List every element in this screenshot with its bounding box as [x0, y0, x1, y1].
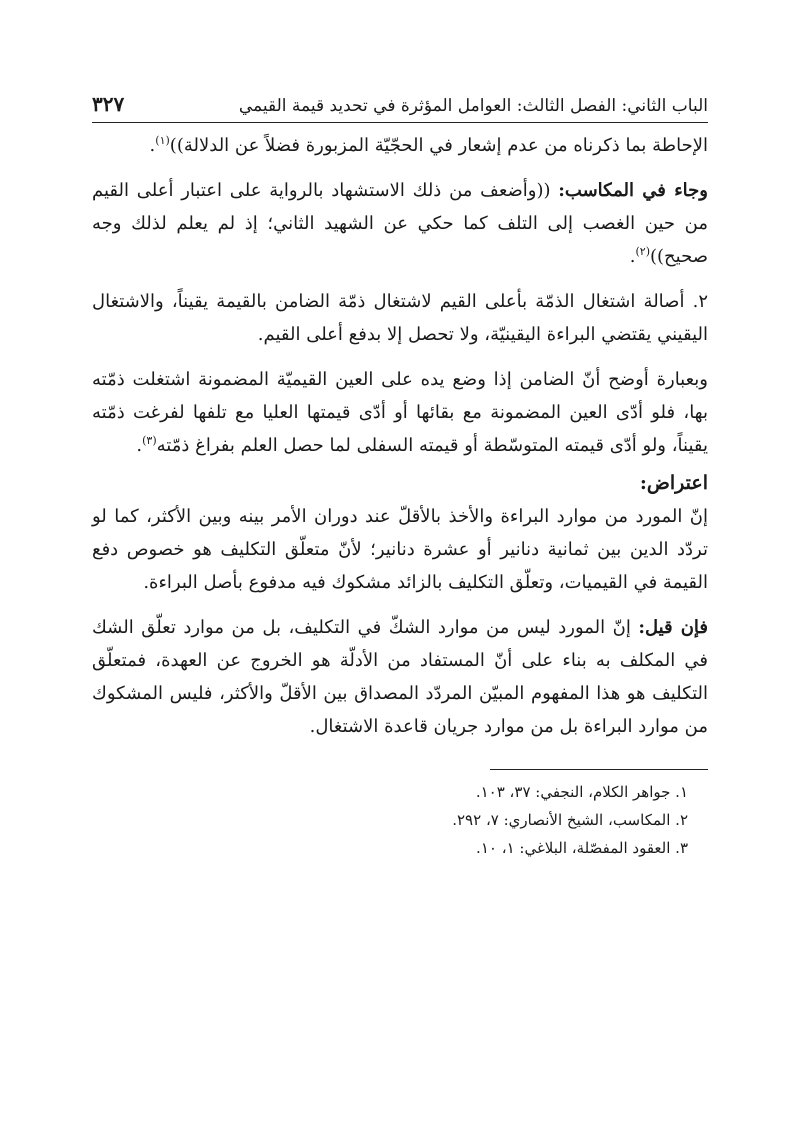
footnote-ref-2: (٢)	[635, 245, 650, 258]
footnote-rule	[490, 769, 708, 770]
paragraph-5-text: إنّ المورد من موارد البراءة والأخذ بالأقلّ عند دوران الأمر بينه وبين الأكثر، كما لو تردّد الدين بين ثمانية دنانير أو عشرة دنانير؛ لأنّ متعلّق التكليف هو خصوص دفع القيمة في القيميات، وتعلّق التكليف بالزائد مشكوك فيه مدفوع بأصل البراءة.	[92, 506, 708, 593]
paragraph-4-end: .	[136, 435, 143, 456]
paragraph-4	[92, 363, 708, 462]
paragraph-5	[92, 500, 708, 599]
section-heading: اعتراض:	[639, 472, 708, 494]
paragraph-2-text: ((وأضعف من ذلك الاستشهاد بالرواية على اعتبار أعلى القيم من حين الغصب إلى التلف كما حكي عن الشهيد الثاني؛ إذ لم يعلم لذلك وجه صحيح))	[92, 180, 708, 267]
book-page	[92, 78, 708, 862]
paragraph-1-text: الإحاطة بما ذكرناه من عدم إشعار في الحجّيّة المزبورة فضلاً عن الدلالة))	[169, 135, 708, 156]
paragraph-1-end: .	[149, 135, 156, 156]
running-title: الباب الثاني: الفصل الثالث: العوامل المؤثرة في تحديد قيمة القيمي	[238, 96, 708, 116]
footnote-1: ١. جواهر الكلام، النجفي: ٣٧، ١٠٣.	[475, 783, 688, 801]
page-header	[92, 78, 708, 116]
paragraph-6	[92, 611, 708, 743]
paragraph-3	[92, 285, 708, 351]
paragraph-2	[92, 174, 708, 273]
paragraph-1	[92, 129, 708, 162]
header-rule	[92, 122, 708, 123]
paragraph-2-lead: وجاء في المكاسب:	[558, 180, 708, 201]
footnote-3: ٣. العقود المفصّلة، البلاغي: ١، ١٠.	[476, 839, 688, 857]
footnote-ref-1: (١)	[155, 134, 170, 147]
paragraph-2-end: .	[629, 246, 636, 267]
footnotes	[92, 778, 708, 862]
paragraph-6-text: إنّ المورد ليس من موارد الشكّ في التكليف، بل من موارد تعلّق الشك في المكلف به بناء على أنّ المستفاد من الأدلّة هو الخروج عن العهدة، فمتعلّق التكليف هو هذا المفهوم المبيّن المردّد المصداق بين الأقلّ والأكثر، فليس المشكوك من موارد البراءة بل من موارد جريان قاعدة الاشتغال.	[92, 617, 708, 737]
footnote-2: ٢. المكاسب، الشيخ الأنصاري: ٧، ٢٩٢.	[452, 811, 688, 829]
paragraph-6-lead: فإن قيل:	[638, 617, 708, 638]
paragraph-4-text: وبعبارة أوضح أنّ الضامن إذا وضع يده على العين القيميّة المضمونة اشتغلت ذمّته بها، فلو أدّى العين المضمونة مع بقائها أو أدّى قيمتها العليا مع تلفها لفرغت ذمّته يقيناً، ولو أدّى قيمته المتوسّطة أو قيمته السفلى لما حصل العلم بفراغ ذمّته	[92, 369, 708, 456]
paragraph-3-text: ٢. أصالة اشتغال الذمّة بأعلى القيم لاشتغال ذمّة الضامن بالقيمة يقيناً، والاشتغال اليقيني يقتضي البراءة اليقينيّة، ولا تحصل إلا بدفع أعلى القيم.	[92, 291, 708, 345]
page-number: ٣٢٧	[92, 92, 125, 116]
footnote-ref-3: (٣)	[142, 434, 157, 447]
